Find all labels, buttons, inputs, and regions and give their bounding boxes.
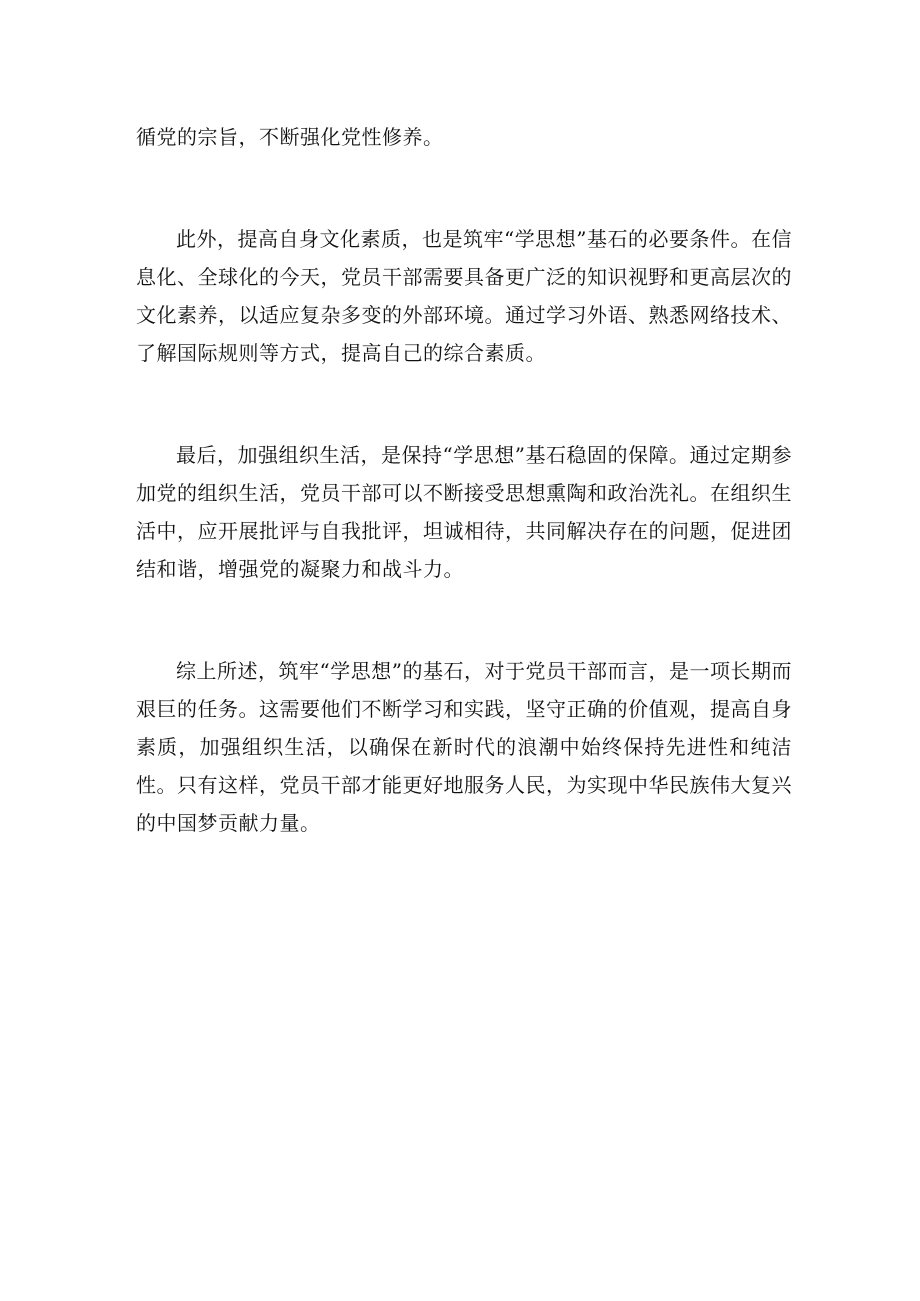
document-body xyxy=(136,118,792,842)
paragraph-continuation: 循党的宗旨，不断强化党性修养。 xyxy=(136,125,444,149)
paragraph-spacer xyxy=(136,372,792,436)
paragraph-cultural-quality: 此外，提高自身文化素质，也是筑牢“学思想”基石的必要条件。在信息化、全球化的今天，党员干部需要具备更广泛的知识视野和更高层次的文化素养，以适应复杂多变的外部环境。通过学习外语、熟悉网络技术、了解国际规则等方式，提高自己的综合素质。 xyxy=(136,227,792,365)
paragraph-spacer xyxy=(136,156,792,220)
paragraph-organizational-life: 最后，加强组织生活，是保持“学思想”基石稳固的保障。通过定期参加党的组织生活，党员干部可以不断接受思想熏陶和政治洗礼。在组织生活中，应开展批评与自我批评，坦诚相待，共同解决存在的问题，促进团结和谐，增强党的凝聚力和战斗力。 xyxy=(136,443,792,581)
paragraph-conclusion: 综上所述，筑牢“学思想”的基石，对于党员干部而言，是一项长期而艰巨的任务。这需要他们不断学习和实践，坚守正确的价值观，提高自身素质，加强组织生活，以确保在新时代的浪潮中始终保持先进性和纯洁性。只有这样，党员干部才能更好地服务人民，为实现中华民族伟大复兴的中国梦贡献力量。 xyxy=(136,659,792,835)
paragraph-spacer xyxy=(136,588,792,652)
